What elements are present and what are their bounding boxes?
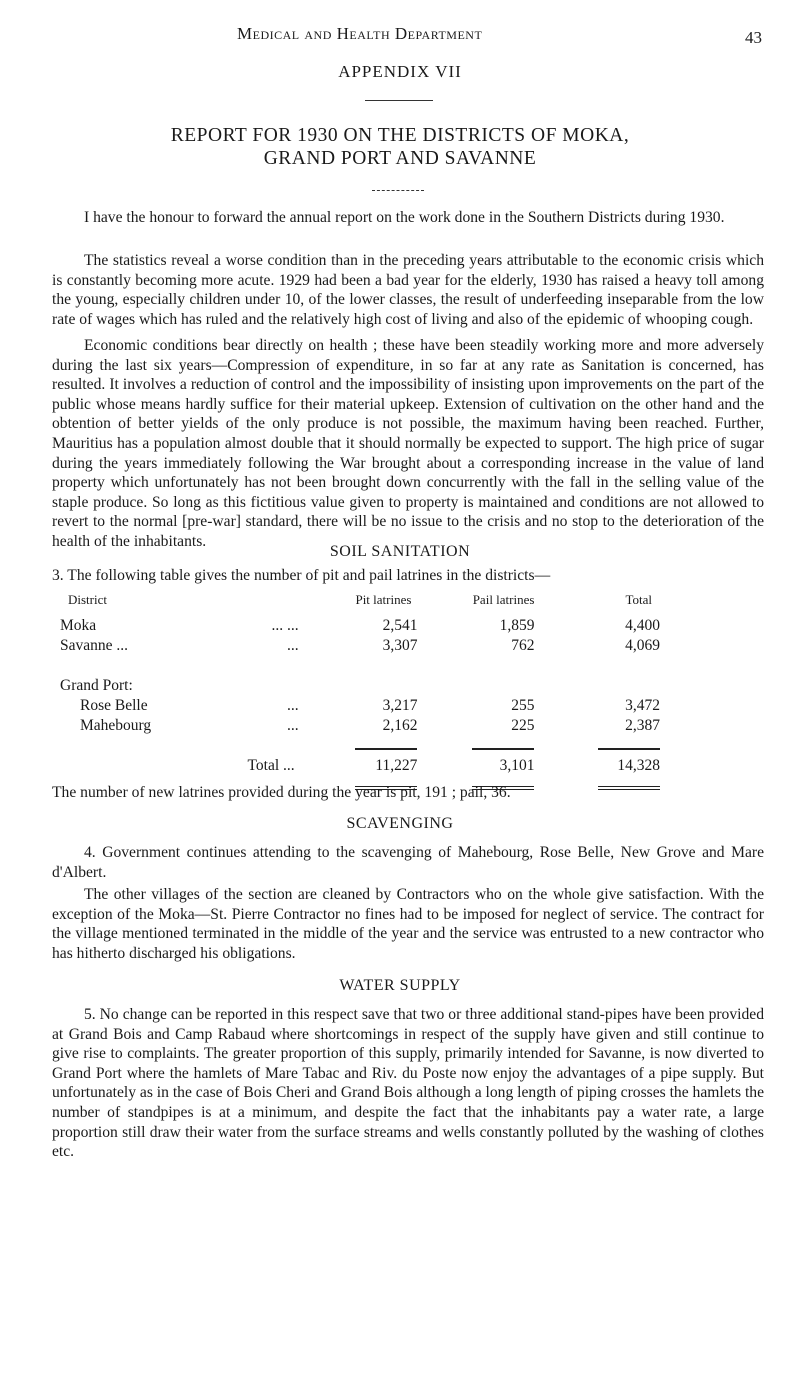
- pit-cell: 2,162: [382, 717, 418, 734]
- district-name: Rose Belle: [80, 697, 148, 714]
- totals-row: [60, 756, 660, 776]
- total-cell: 4,069: [625, 637, 660, 654]
- dot-leader: ...: [287, 717, 299, 734]
- total-cell: 3,472: [625, 697, 660, 714]
- table-row: [60, 676, 660, 696]
- grand-total: 14,328: [617, 757, 660, 774]
- pail-cell: 762: [511, 637, 535, 654]
- paragraph-text: 5. No change can be reported in this respect save that two or three additional stand-pipes have been provided at Grand Bois and Camp Rabaud where shortcomings in respect of the supply have given and still continue to give rise to complaints. The greater proportion of this supply, primarily intended for Savanne, is now diverted to Grand Port where the hamlets of Mare Tabac and Riv. du Poste now enjoy the advantages of a pipe supply. But unfortunately as in the case of Bois Cheri and Grand Bois although a long length of piping crosses the hamlets the number of standpipes is at a minimum, and despite the fact that the inhabitants pay a water rate, a large proportion still draw their water from the surface streams and wells constantly polluted by the washing of clothes etc.: [52, 1006, 764, 1161]
- district-name: Mahebourg: [80, 717, 152, 734]
- district-cell: [60, 636, 305, 656]
- divider: [372, 190, 424, 191]
- district-name: Savanne ...: [60, 637, 129, 654]
- statistics-paragraph: [52, 251, 764, 329]
- section-heading-scavenging: SCAVENGING: [346, 815, 454, 832]
- table-rule-row: [60, 736, 660, 756]
- table-row: [60, 696, 660, 716]
- paragraph-text: Economic conditions bear directly on health ; these have been steadily working more and more adversely during the last six years—Compression of expenditure, in so far at any rate as Sanitation is concerned, has resulted. It involves a reduction of control and the impossibility of insisting upon improvements on the part of the public whose means hardly suffice for their material upkeep. Extension of cultivation on the other hand and the obtention of better yields of the only produce is not possible, the maximum having been reached. Further, Mauritius has a population almost double that it should normally be expected to support. The high price of sugar during the years immediately following the War brought about a corresponding increase in the value of land property which unfortunately has not been brought down concurrently with the fall in the selling value of the staple produce. So long as this fictitious value given to property is maintained and conditions are not allowed to revert to the normal [pre-war] standard, there will be no issue to the crisis and no stop to the deterioration of the health of the inhabitants.: [52, 337, 764, 550]
- pail-cell: 1,859: [499, 617, 535, 634]
- report-title-line2: GRAND PORT AND SAVANNE: [263, 148, 537, 169]
- report-title-line1: REPORT FOR 1930 ON THE DISTRICTS OF MOKA,: [170, 125, 630, 146]
- pit-total: 11,227: [375, 757, 418, 774]
- economic-paragraph: [52, 336, 764, 552]
- new-latrines-note: The number of new latrines provided during the year is pit, 191 ; pail, 36.: [52, 784, 511, 801]
- table-header-row: [60, 592, 660, 616]
- totals-label: Total ...: [247, 757, 295, 774]
- table-intro: 3. The following table gives the number of pit and pail latrines in the districts—: [52, 567, 551, 584]
- paragraph-text: I have the honour to forward the annual report on the work done in the Southern Districts during 1930.: [84, 209, 725, 226]
- pit-cell: 3,217: [382, 697, 418, 714]
- column-header: District: [68, 592, 107, 607]
- report-title: [0, 124, 800, 170]
- pail-total: 3,101: [499, 757, 535, 774]
- page-number: 43: [745, 28, 762, 47]
- running-header: [0, 22, 800, 52]
- section-heading-water-supply: WATER SUPPLY: [339, 977, 461, 994]
- sum-rule: [598, 748, 660, 750]
- pit-cell: 2,541: [382, 617, 418, 634]
- dot-leader: ... ...: [271, 617, 299, 634]
- pail-cell: 225: [511, 717, 535, 734]
- appendix-label: APPENDIX VII: [338, 62, 462, 81]
- paragraph-text: 4. Government continues attending to the scavenging of Mahebourg, Rose Belle, New Grove and Mare d'Albert.: [52, 844, 764, 881]
- district-cell: [60, 616, 305, 636]
- sum-rule: [355, 748, 417, 750]
- column-header: Pail latrines: [472, 592, 535, 607]
- district-cell: [60, 696, 305, 716]
- pail-cell: 255: [511, 697, 535, 714]
- water-supply-paragraph: [52, 1005, 764, 1162]
- column-header: Pit latrines: [355, 592, 412, 607]
- divider: [365, 100, 433, 101]
- dot-leader: ...: [287, 697, 299, 714]
- sum-rule: [472, 748, 534, 750]
- scavenging-paragraph-2: [52, 885, 764, 963]
- table-row: [60, 716, 660, 736]
- total-cell: 4,400: [625, 617, 660, 634]
- pit-cell: 3,307: [382, 637, 418, 654]
- group-label: Grand Port:: [60, 677, 133, 694]
- section-heading-soil-sanitation: SOIL SANITATION: [329, 543, 471, 560]
- paragraph-text: The other villages of the section are cleaned by Contractors who on the whole give satisfaction. With the exception of the Moka—St. Pierre Contractor no fines had to be imposed for neglect of service. The contract for the village mentioned terminated in the middle of the year and the service was entrusted to a new contractor who has hitherto discharged his obligations.: [52, 886, 764, 962]
- latrines-table: [60, 592, 660, 796]
- column-header: Total: [625, 592, 652, 607]
- table-row: [60, 616, 660, 636]
- table-row: [60, 636, 660, 656]
- intro-paragraph: [52, 208, 764, 228]
- district-cell: [60, 716, 305, 736]
- running-title: Medical and Health Department: [237, 24, 483, 43]
- paragraph-text: The statistics reveal a worse condition than in the preceding years attributable to the economic crisis which is constantly becoming more acute. 1929 had been a bad year for the elderly, 1930 has raised a heavy toll among the young, especially children under 10, of the lower classes, the result of underfeeding inseparable from the low rate of wages which has ruled and the relatively high cost of living and also of the epidemic of whooping cough.: [52, 252, 764, 328]
- district-name: Moka: [60, 617, 97, 634]
- scavenging-paragraph-1: [52, 843, 764, 882]
- dot-leader: ...: [287, 637, 299, 654]
- total-cell: 2,387: [625, 717, 660, 734]
